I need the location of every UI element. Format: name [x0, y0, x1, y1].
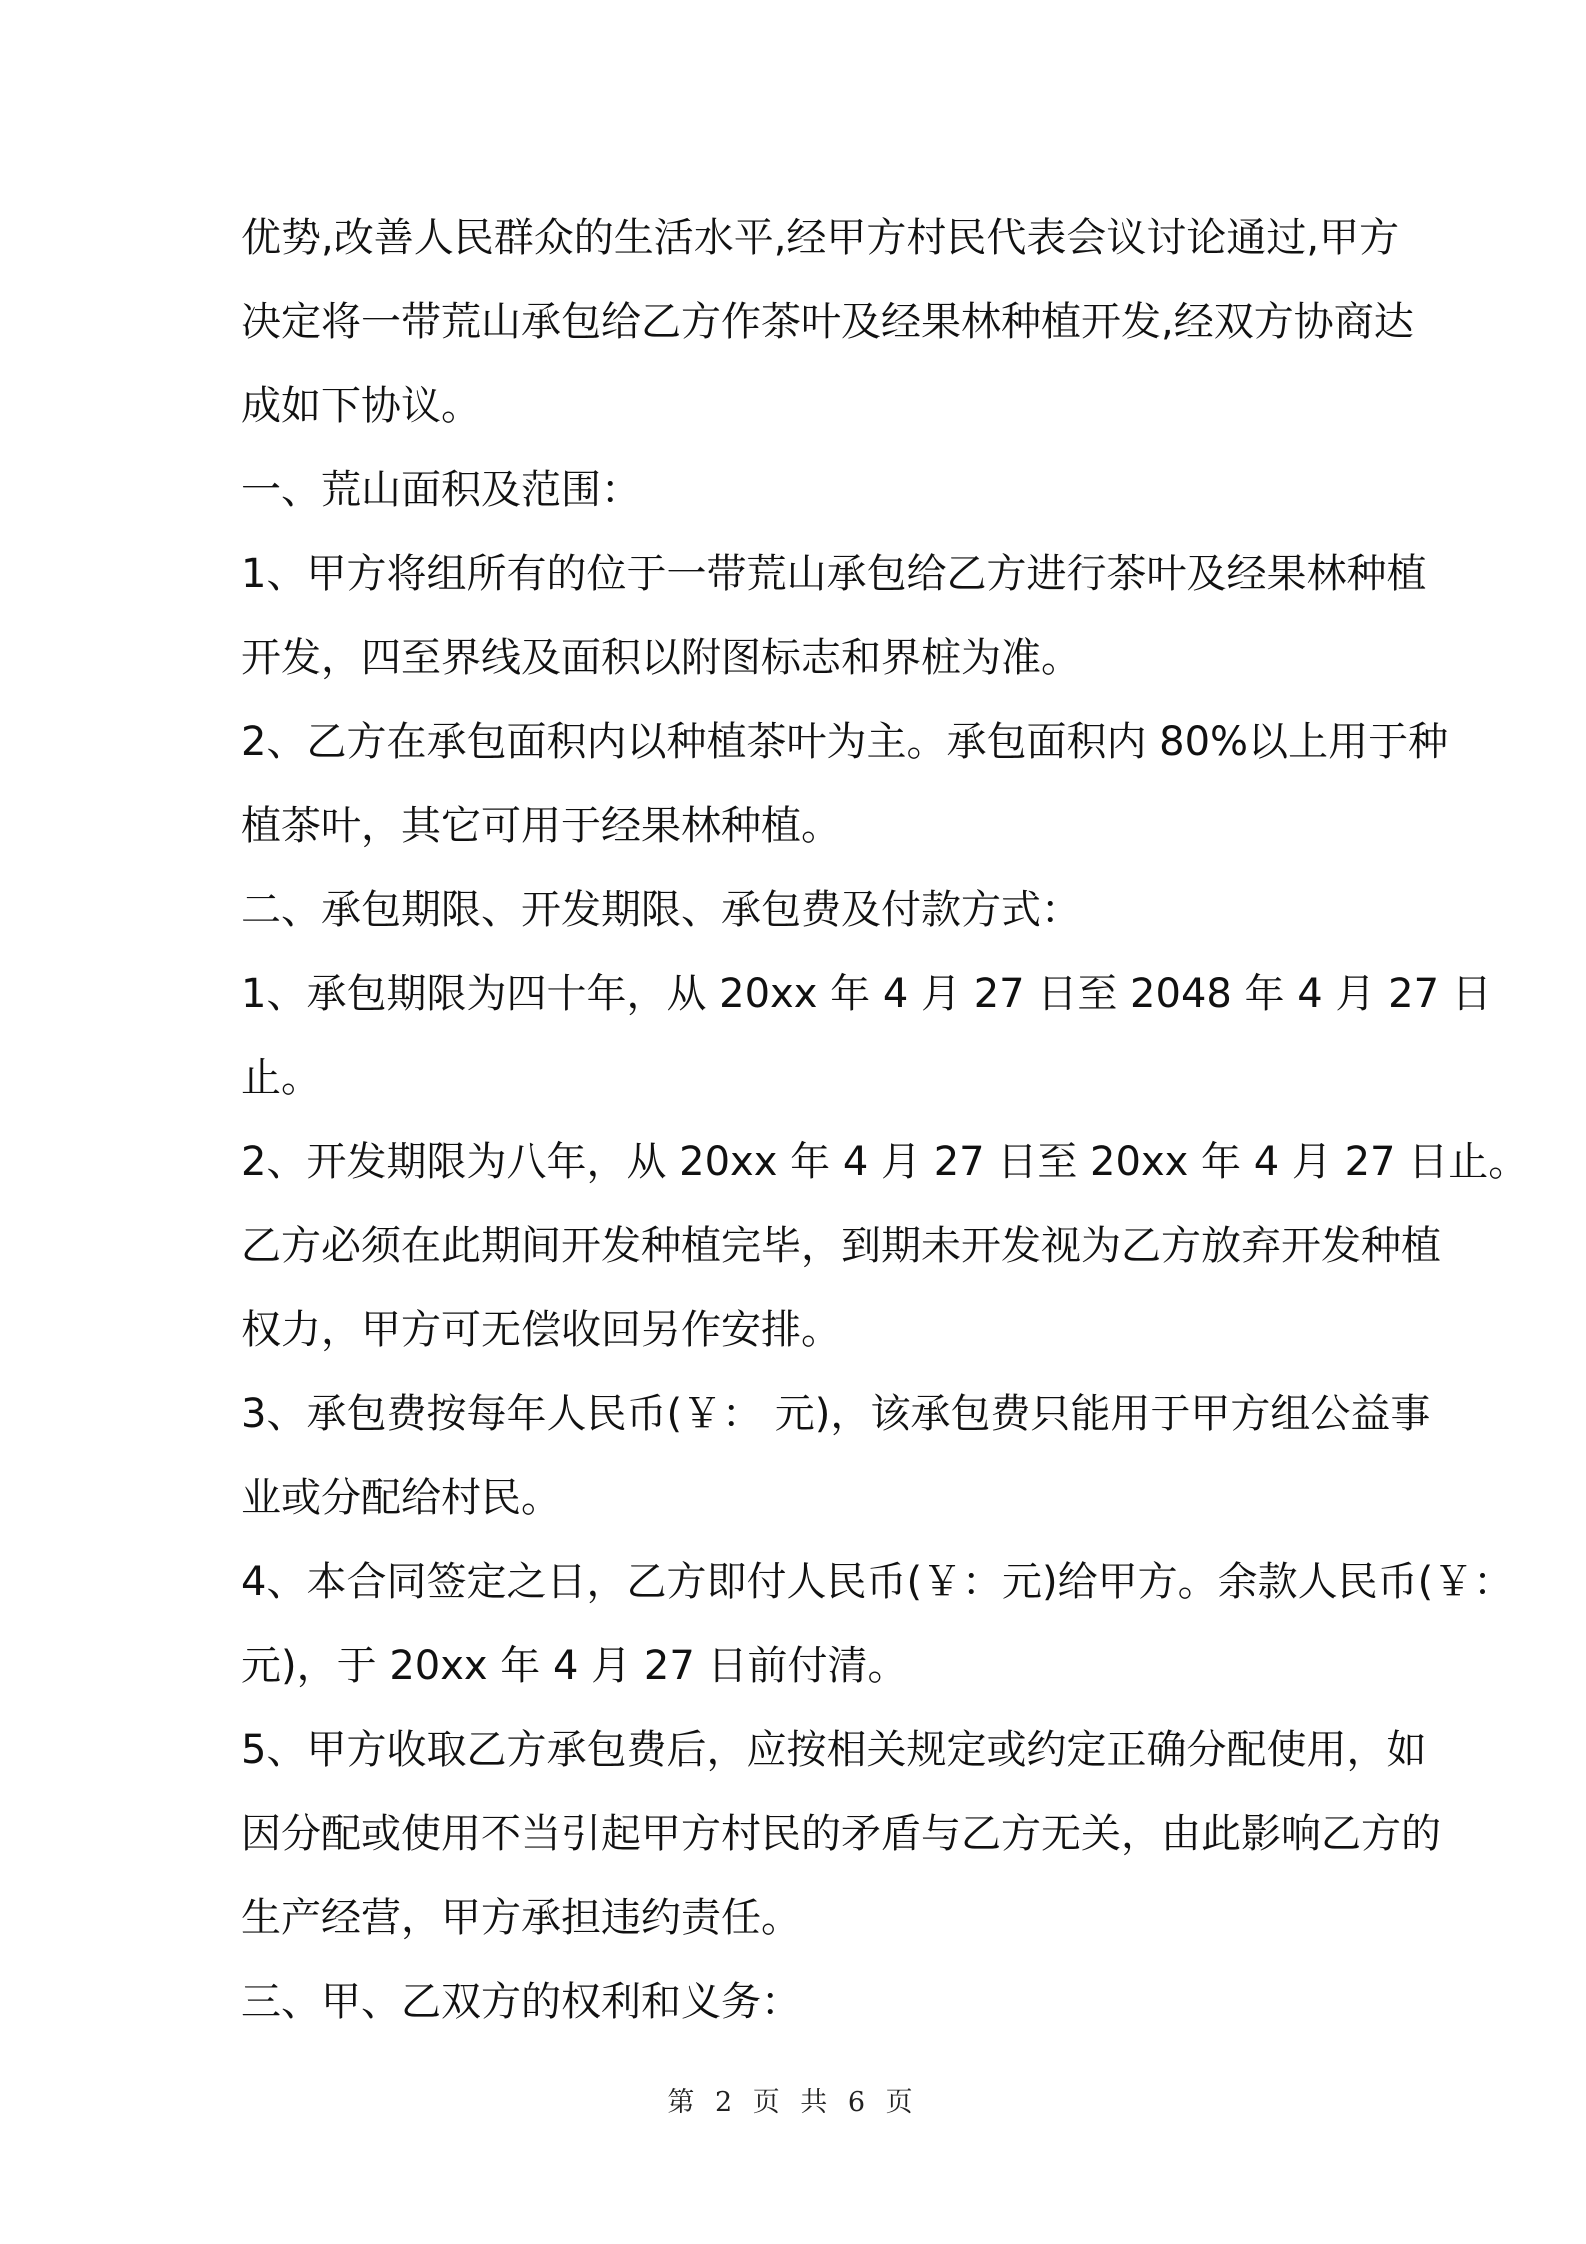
text-line: 生产经营，甲方承担违约责任。 [241, 1895, 801, 1941]
text-line: 3、承包费按每年人民币(￥： 元)，该承包费只能用于甲方组公益事 [241, 1391, 1431, 1437]
text-line: 权力，甲方可无偿收回另作安排。 [241, 1307, 841, 1353]
text-line: 植茶叶，其它可用于经果林种植。 [241, 803, 841, 849]
text-line: 1、承包期限为四十年，从 20xx 年 4 月 27 日至 2048 年 4 月 27 日 [241, 971, 1492, 1017]
text-line: 业或分配给村民。 [241, 1475, 561, 1521]
page-number-footer: 第 2 页 共 6 页 [667, 2087, 919, 2118]
text-line: 成如下协议。 [241, 383, 481, 429]
text-line: 开发，四至界线及面积以附图标志和界桩为准。 [241, 635, 1081, 681]
text-line: 5、甲方收取乙方承包费后，应按相关规定或约定正确分配使用，如 [241, 1727, 1427, 1773]
text-line: 因分配或使用不当引起甲方村民的矛盾与乙方无关，由此影响乙方的 [241, 1811, 1441, 1857]
text-line: 4、本合同签定之日，乙方即付人民币(￥：元)给甲方。余款人民币(￥： [241, 1559, 1514, 1605]
text-line: 决定将一带荒山承包给乙方作茶叶及经果林种植开发,经双方协商达 [241, 299, 1414, 345]
text-line: 1、甲方将组所有的位于一带荒山承包给乙方进行茶叶及经果林种植 [241, 551, 1427, 597]
text-line: 乙方必须在此期间开发种植完毕，到期未开发视为乙方放弃开发种植 [241, 1223, 1441, 1269]
document-body [241, 196, 1529, 2044]
section-heading-1: 一、荒山面积及范围： [241, 467, 641, 513]
text-line: 2、乙方在承包面积内以种植茶叶为主。承包面积内 80%以上用于种 [241, 719, 1449, 765]
text-line: 止。 [241, 1055, 321, 1101]
text-line: 优势,改善人民群众的生活水平,经甲方村民代表会议讨论通过,甲方 [241, 215, 1400, 261]
text-line: 2、开发期限为八年，从 20xx 年 4 月 27 日至 20xx 年 4 月 27 日止。 [241, 1139, 1529, 1185]
section-heading-3: 三、甲、乙双方的权利和义务： [241, 1979, 801, 2025]
text-line: 元)，于 20xx 年 4 月 27 日前付清。 [241, 1643, 908, 1689]
section-heading-2: 二、承包期限、开发期限、承包费及付款方式： [241, 887, 1081, 933]
